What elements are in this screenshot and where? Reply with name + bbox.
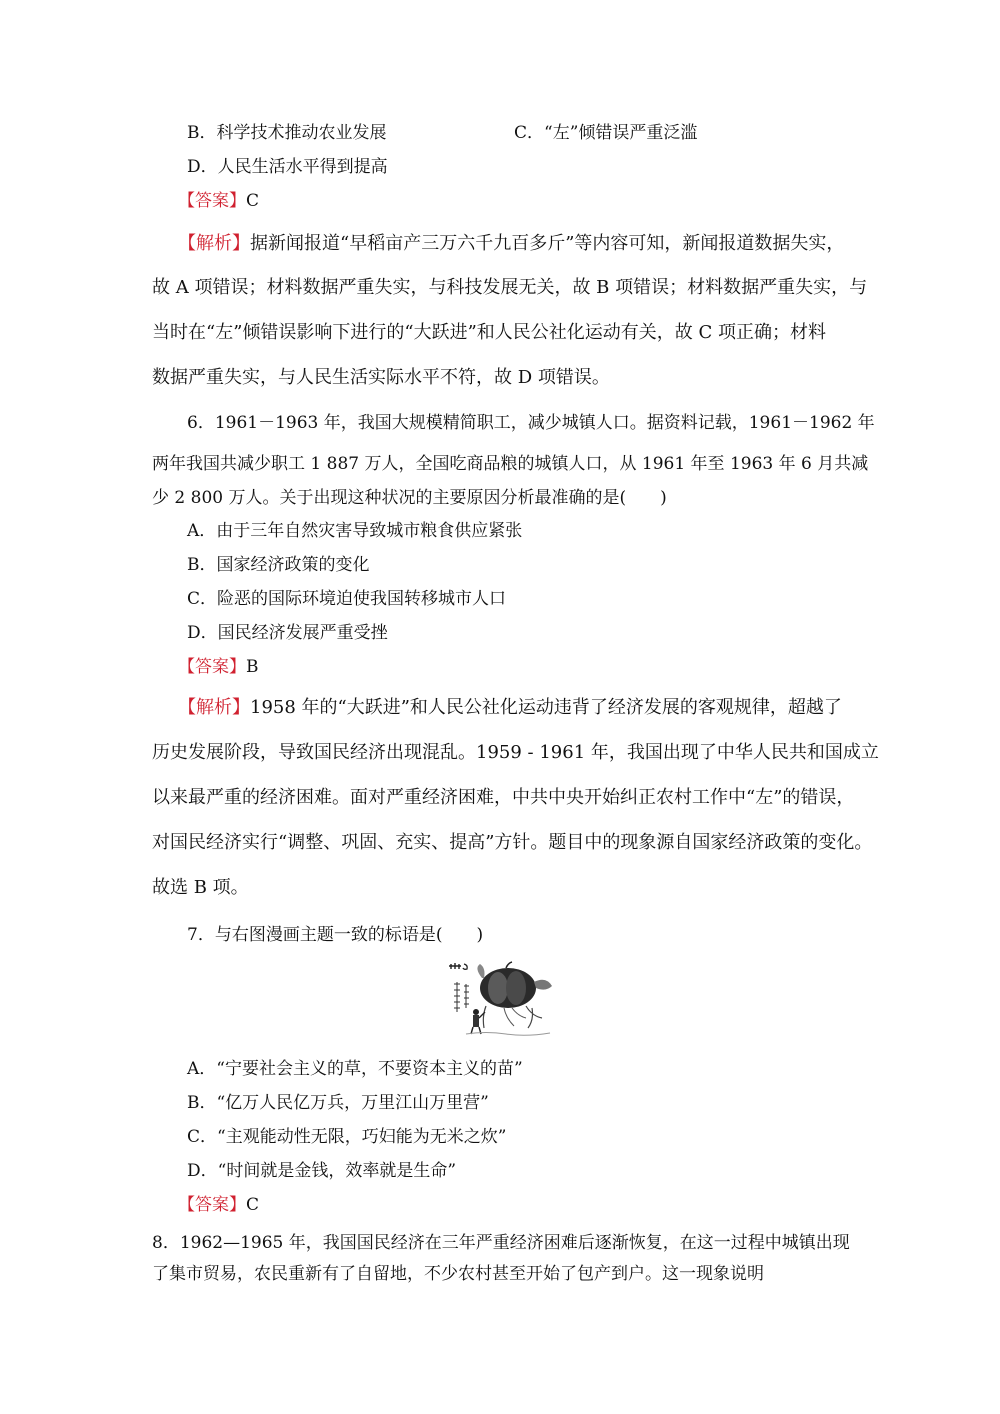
q6-stem-line-3: 少 2 800 万人。关于出现这种状况的主要原因分析最准确的是( ) xyxy=(152,488,667,508)
q6-stem-line-2: 两年我国共减少职工 1 887 万人，全国吃商品粮的城镇人口，从 1961 年至 1963 年 6 月共减 xyxy=(152,454,869,474)
q7-stem: 7．与右图漫画主题一致的标语是( ) xyxy=(187,925,484,945)
q6-option-b: B．国家经济政策的变化 xyxy=(187,555,370,575)
answer-value: C xyxy=(246,1195,260,1215)
q7-answer xyxy=(178,1194,259,1216)
q6-analysis-line-5: 故选 B 项。 xyxy=(152,877,249,898)
q5-answer xyxy=(178,190,259,212)
q6-analysis-line-2: 历史发展阶段，导致国民经济出现混乱。1959 - 1961 年，我国出现了中华人民共和国成立 xyxy=(152,742,879,763)
analysis-tag: 【解析】 xyxy=(178,233,250,254)
q6-analysis-line-4: 对国民经济实行“调整、巩固、充实、提高”方针。题目中的现象源自国家经济政策的变化。 xyxy=(152,832,873,853)
q6-option-d: D．国民经济发展严重受挫 xyxy=(187,623,388,643)
q5-analysis-line-2: 故 A 项错误；材料数据严重失实，与科技发展无关，故 B 项错误；材料数据严重失实，与 xyxy=(152,277,868,298)
q8-stem-line-2: 了集市贸易，农民重新有了自留地，不少农村甚至开始了包产到户。这一现象说明 xyxy=(152,1264,764,1284)
q7-option-a: A．“宁要社会主义的草，不要资本主义的苗” xyxy=(187,1059,523,1079)
q5-option-d: D．人民生活水平得到提高 xyxy=(187,157,388,177)
q5-analysis-line-1 xyxy=(178,233,844,255)
q7-option-b: B．“亿万人民亿万兵，万里江山万里营” xyxy=(187,1093,489,1113)
answer-tag: 【答案】 xyxy=(178,657,246,677)
analysis-tag: 【解析】 xyxy=(178,697,250,718)
q6-analysis-line-3: 以来最严重的经济困难。面对严重经济困难，中共中央开始纠正农村工作中“左”的错误， xyxy=(152,787,855,808)
answer-tag: 【答案】 xyxy=(178,1195,246,1215)
answer-value: C xyxy=(246,191,260,211)
q5-analysis-line-4: 数据严重失实，与人民生活实际水平不符，故 D 项错误。 xyxy=(152,367,610,388)
q7-option-c: C．“主观能动性无限，巧妇能为无米之炊” xyxy=(187,1127,507,1147)
q5-option-b: B．科学技术推动农业发展 xyxy=(187,123,387,143)
q5-analysis-line-3: 当时在“左”倾错误影响下进行的“大跃进”和人民公社化运动有关，故 C 项正确；材料 xyxy=(152,322,827,343)
q6-analysis-line-1 xyxy=(178,697,842,719)
q6-stem-line-1: 6．1961－1963 年，我国大规模精简职工，减少城镇人口。据资料记载，1961－1962 年 xyxy=(187,413,875,433)
q5-option-c: C．“左”倾错误严重泛滥 xyxy=(514,123,698,143)
q8-stem-line-1: 8．1962—1965 年，我国国民经济在三年严重经济困难后逐渐恢复，在这一过程中城镇出现 xyxy=(152,1233,850,1253)
answer-value: B xyxy=(246,657,259,677)
q6-answer xyxy=(178,656,259,678)
cartoon-image xyxy=(446,960,556,1040)
analysis-text: 1958 年的“大跃进”和人民公社化运动违背了经济发展的客观规律，超越了 xyxy=(250,697,842,718)
q7-option-d: D．“时间就是金钱，效率就是生命” xyxy=(187,1161,457,1181)
q6-option-a: A．由于三年自然灾害导致城市粮食供应紧张 xyxy=(187,521,523,541)
q6-option-c: C．险恶的国际环境迫使我国转移城市人口 xyxy=(187,589,507,609)
analysis-text: 据新闻报道“早稻亩产三万六千九百多斤”等内容可知，新闻报道数据失实， xyxy=(250,233,845,254)
answer-tag: 【答案】 xyxy=(178,191,246,211)
